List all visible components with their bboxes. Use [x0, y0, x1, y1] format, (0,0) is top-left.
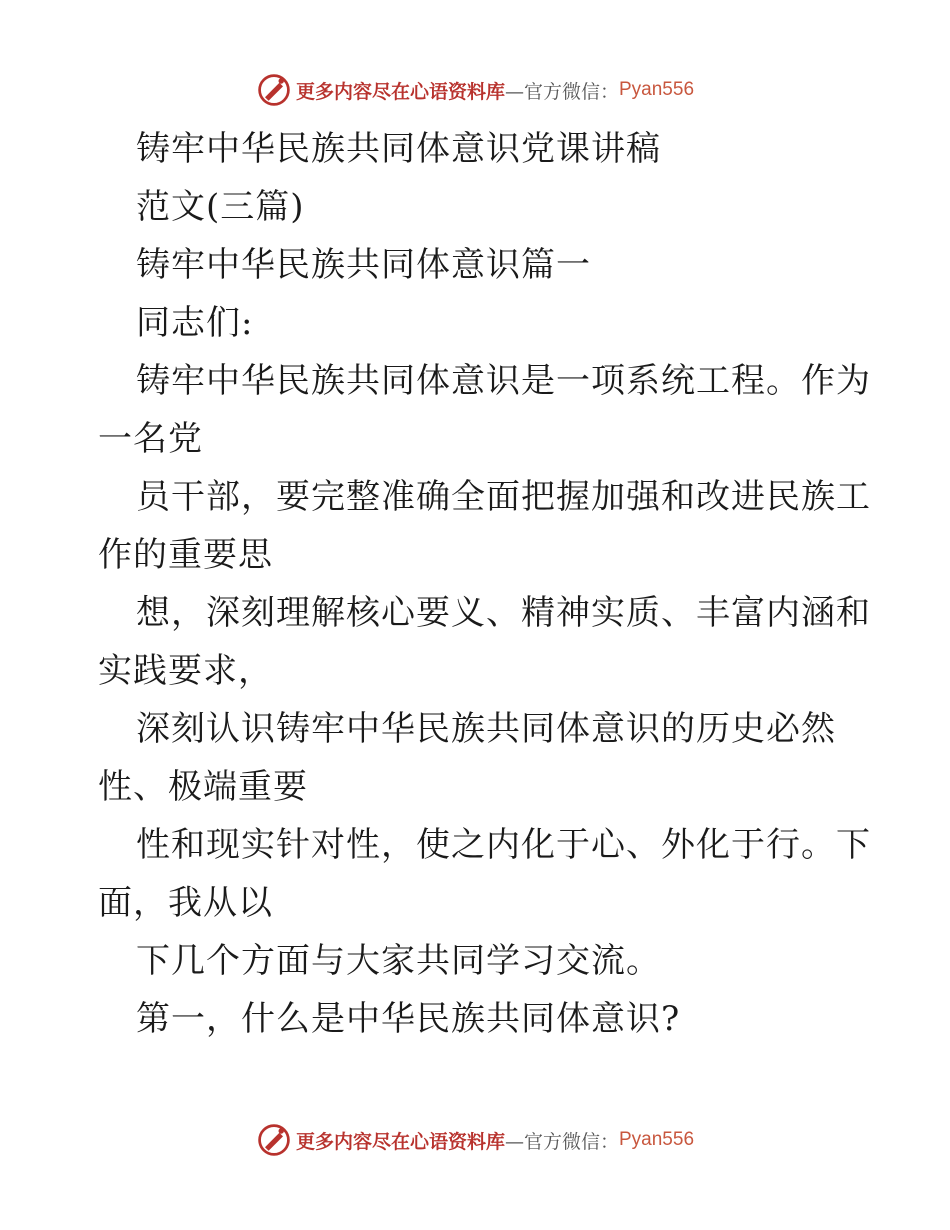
- brand-logo-icon: [256, 72, 292, 108]
- paragraph-line: 性和现实针对性，使之内化于心、外化于行。下: [136, 825, 871, 865]
- paragraph-line: 实践要求，: [98, 651, 273, 691]
- footer-sub-text: —官方微信：: [504, 1130, 619, 1153]
- title-line-1: 铸牢中华民族共同体意识党课讲稿: [136, 129, 661, 169]
- footer-brand-text: 更多内容尽在心语资料库: [295, 1130, 505, 1153]
- paragraph-line: 铸牢中华民族共同体意识是一项系统工程。作为: [136, 361, 871, 401]
- paragraph-line: 性、极端重要: [98, 767, 308, 807]
- footer-banner: [0, 1120, 950, 1160]
- paragraph-line: 员干部，要完整准确全面把握加强和改进民族工: [136, 477, 871, 517]
- brand-logo-icon: [256, 1122, 292, 1158]
- header-brand-text: 更多内容尽在心语资料库: [295, 80, 505, 103]
- subsection-heading: 第一，什么是中华民族共同体意识?: [136, 999, 681, 1039]
- paragraph-line: 下几个方面与大家共同学习交流。: [136, 941, 661, 981]
- paragraph-line: 面，我从以: [98, 883, 273, 923]
- paragraph-line: 作的重要思: [98, 535, 273, 575]
- header-wechat-id: Pyan556: [619, 79, 695, 100]
- paragraph-line: 想，深刻理解核心要义、精神实质、丰富内涵和: [136, 593, 871, 633]
- paragraph-line: 深刻认识铸牢中华民族共同体意识的历史必然: [136, 709, 836, 749]
- salutation: 同志们:: [136, 303, 254, 343]
- document-body: [98, 120, 871, 1048]
- footer-wechat-id: Pyan556: [619, 1129, 695, 1150]
- section-heading: 铸牢中华民族共同体意识篇一: [136, 245, 591, 285]
- paragraph-line: 一名党: [98, 419, 203, 459]
- header-sub-text: —官方微信：: [504, 80, 619, 103]
- title-line-2: 范文(三篇): [136, 187, 305, 227]
- header-banner: [0, 70, 950, 110]
